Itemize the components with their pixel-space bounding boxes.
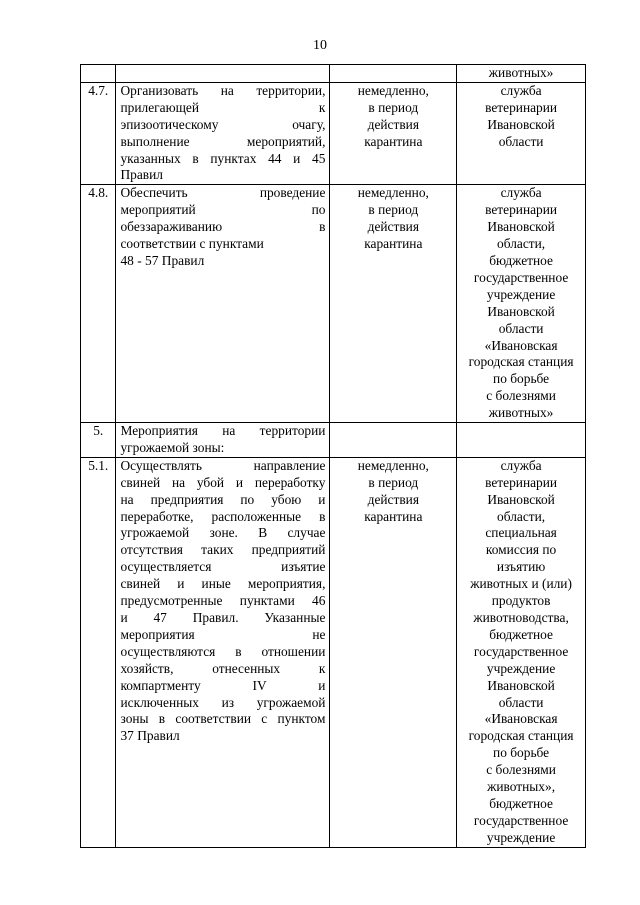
row-number: 5. [93, 423, 104, 439]
row-number: 4.8. [88, 185, 109, 201]
row-number-cell [81, 185, 116, 423]
action-line: и 47 Правил. Указанные [120, 610, 326, 625]
action-line: угрожаемой зоне. В случае [120, 525, 326, 541]
action-line: угрожаемой зоны: [120, 439, 225, 455]
action-line: эпизоотическому очагу, [120, 116, 326, 132]
row-number-cell [81, 65, 116, 83]
action-line: выполнение мероприятий, [120, 133, 326, 149]
table-row [81, 82, 586, 184]
action-line: Мероприятия на территории [120, 423, 326, 439]
row-number: 5.1. [88, 457, 109, 473]
responsible-text: служба ветеринарии Ивановской области, бюджетное государственное учреждение Ивановской области «Ивановская городская станция по борьбе с болезнями животных» [468, 185, 574, 421]
responsible-cell [457, 65, 586, 83]
row-number-cell [81, 423, 116, 458]
action-line: осуществляются в отношении [120, 643, 326, 659]
action-cell [116, 423, 330, 458]
term-text: немедленно, в период действия карантина [357, 82, 429, 149]
action-cell [116, 457, 330, 847]
action-line: мероприятия не [120, 626, 326, 642]
action-line: переработке, расположенные в [120, 508, 326, 524]
action-line: прилегающей к [120, 99, 326, 115]
term-cell [330, 65, 457, 83]
term-cell [330, 457, 457, 847]
action-line: Обеспечить проведение [120, 185, 326, 201]
action-line: 37 Правил [120, 728, 180, 744]
action-line: Правил [120, 167, 163, 183]
measures-table-body [81, 65, 586, 848]
page-number: 10 [313, 38, 327, 53]
term-cell [330, 423, 457, 458]
table-row [81, 65, 586, 83]
responsible-text: животных» [488, 65, 554, 80]
action-line: мероприятий по [120, 202, 326, 218]
action-line: обеззараживанию в [120, 219, 326, 235]
table-row [81, 423, 586, 458]
action-line: хозяйств, отнесенных к [120, 660, 326, 676]
action-cell [116, 65, 330, 83]
row-number-cell [81, 82, 116, 184]
responsible-cell [457, 82, 586, 184]
term-cell [330, 185, 457, 423]
row-number-cell [81, 457, 116, 847]
action-line: исключенных из угрожаемой [120, 694, 326, 710]
action-line: предусмотренные пунктами 46 [120, 593, 326, 609]
action-line: осуществляется изъятие [120, 559, 326, 575]
action-line: компартменту IV и [120, 677, 326, 693]
table-row [81, 457, 586, 847]
action-line: соответствии с пунктами [120, 236, 264, 252]
responsible-cell [457, 423, 586, 458]
term-text: немедленно, в период действия карантина [357, 457, 429, 524]
action-line: Осуществлять направление [120, 457, 326, 473]
action-line: отсутствия таких предприятий [120, 542, 326, 558]
action-line: Организовать на территории, [120, 82, 326, 98]
responsible-cell [457, 185, 586, 423]
responsible-text: служба ветеринарии Ивановской области, специальная комиссия по изъятию животных и (или) продуктов животноводства, бюджетное государственное учреждение Ивановской области «Ивановская городская станция по борьбе с болезнями животных», бюджетное государственное учреждение [468, 457, 574, 845]
action-line: зоны в соответствии с пунктом [120, 711, 326, 727]
term-text: немедленно, в период действия карантина [357, 185, 429, 252]
responsible-cell [457, 457, 586, 847]
table-row [81, 185, 586, 423]
responsible-text: служба ветеринарии Ивановской области [485, 82, 558, 149]
action-cell [116, 185, 330, 423]
action-line: свиней и иные мероприятия, [120, 576, 326, 592]
action-line: 48 - 57 Правил [120, 252, 205, 268]
action-line: указанных в пунктах 44 и 45 [120, 150, 326, 166]
row-number: 4.7. [88, 82, 109, 98]
action-cell [116, 82, 330, 184]
action-line: на предприятия по убою и [120, 491, 326, 507]
measures-table [80, 64, 586, 848]
action-line: свиней на убой и переработку [120, 474, 326, 490]
term-cell [330, 82, 457, 184]
